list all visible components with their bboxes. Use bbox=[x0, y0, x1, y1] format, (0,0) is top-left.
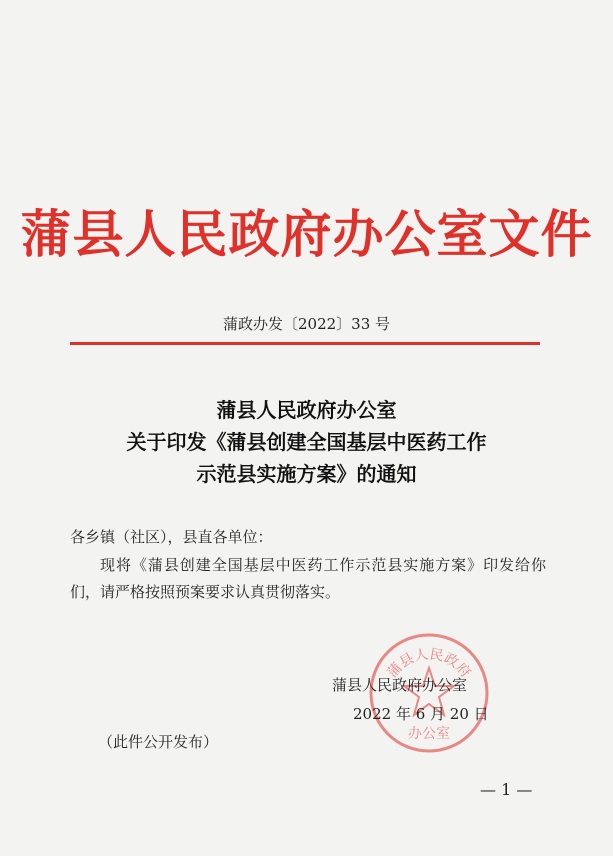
signer-organization: 蒲县人民政府办公室 bbox=[332, 676, 468, 694]
svg-text:蒲县人民政府: 蒲县人民政府 bbox=[384, 646, 474, 682]
addressee: 各乡镇（社区），县直各单位： bbox=[70, 528, 273, 546]
red-divider-line bbox=[70, 342, 540, 345]
document-header-title: 蒲县人民政府办公室文件 bbox=[20, 205, 593, 265]
notice-title bbox=[0, 394, 613, 490]
document-number: 蒲政办发〔2022〕33 号 bbox=[222, 315, 391, 333]
notice-title-line-2: 关于印发《蒲县创建全国基层中医药工作 bbox=[126, 430, 487, 454]
svg-text:办公室: 办公室 bbox=[408, 726, 450, 742]
signature-date: 2022 年 6 月 20 日 bbox=[353, 705, 489, 723]
release-note: （此件公开发布） bbox=[98, 733, 219, 751]
notice-title-line-3: 示范县实施方案》的通知 bbox=[196, 462, 417, 486]
page-number: — 1 — bbox=[480, 780, 533, 799]
notice-title-line-1: 蒲县人民政府办公室 bbox=[216, 398, 397, 422]
body-paragraph: 现将《蒲县创建全国基层中医药工作示范县实施方案》印发给你们，请严格按照预案要求认真贯彻落实。 bbox=[70, 556, 546, 601]
